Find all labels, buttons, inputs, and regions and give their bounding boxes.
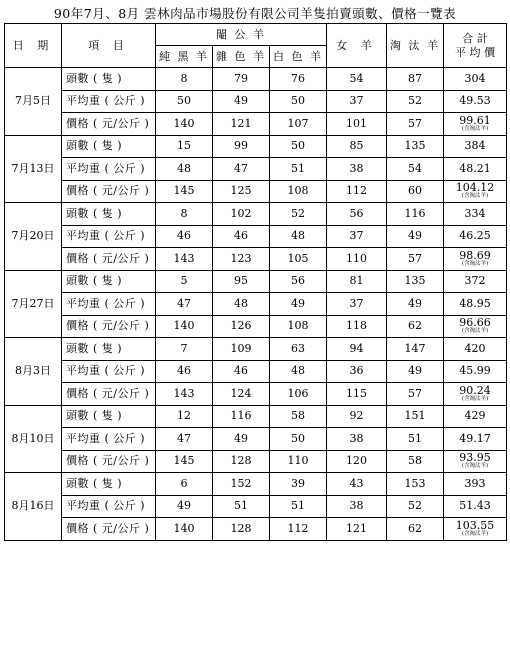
white-cell: 76 (270, 68, 327, 91)
ewe-cell: 118 (327, 315, 387, 338)
white-cell: 56 (270, 270, 327, 293)
table-row (5, 270, 507, 293)
black-cell: 6 (156, 473, 213, 496)
mixed-cell: 124 (213, 383, 270, 406)
black-cell: 47 (156, 293, 213, 316)
total-cell: 393 (444, 473, 507, 496)
black-cell: 5 (156, 270, 213, 293)
culled-cell: 49 (387, 225, 444, 248)
date-cell: 7月20日 (5, 203, 62, 271)
header-item: 項 目 (62, 24, 156, 68)
header-mixed: 雜 色 羊 (213, 46, 270, 68)
table-row (5, 113, 507, 136)
white-cell: 108 (270, 315, 327, 338)
row-label: 平均重 ( 公斤 ) (62, 225, 156, 248)
black-cell: 50 (156, 90, 213, 113)
table-row (5, 248, 507, 271)
row-label: 頭數 ( 隻 ) (62, 405, 156, 428)
avg-price-value: 103.55 (455, 518, 495, 532)
total-cell (444, 383, 507, 406)
white-cell: 63 (270, 338, 327, 361)
avg-price-wrap (444, 520, 506, 538)
mixed-cell: 116 (213, 405, 270, 428)
header-culled: 淘 汰 羊 (387, 24, 444, 68)
ewe-cell: 110 (327, 248, 387, 271)
mixed-cell: 51 (213, 495, 270, 518)
mixed-cell: 126 (213, 315, 270, 338)
total-cell: 48.95 (444, 293, 507, 316)
ewe-cell: 38 (327, 495, 387, 518)
mixed-cell: 48 (213, 293, 270, 316)
black-cell: 8 (156, 203, 213, 226)
culled-cell: 49 (387, 293, 444, 316)
table-row (5, 450, 507, 473)
row-label: 價格 ( 元/公斤 ) (62, 518, 156, 541)
header-total (444, 24, 507, 68)
culled-cell: 116 (387, 203, 444, 226)
row-label: 價格 ( 元/公斤 ) (62, 450, 156, 473)
avg-price-wrap (444, 182, 506, 200)
white-cell: 50 (270, 428, 327, 451)
header-ram-group: 閹 公 羊 (156, 24, 327, 46)
date-cell: 7月27日 (5, 270, 62, 338)
table-row (5, 203, 507, 226)
header-ewe: 女 羊 (327, 24, 387, 68)
row-label: 價格 ( 元/公斤 ) (62, 113, 156, 136)
total-cell: 384 (444, 135, 507, 158)
avg-price-value: 99.61 (459, 113, 491, 127)
culled-cell: 57 (387, 113, 444, 136)
total-cell: 48.21 (444, 158, 507, 181)
price-note: (含淘汰羊) (461, 260, 489, 267)
ewe-cell: 81 (327, 270, 387, 293)
culled-cell: 135 (387, 270, 444, 293)
black-cell: 140 (156, 315, 213, 338)
culled-cell: 153 (387, 473, 444, 496)
row-label: 平均重 ( 公斤 ) (62, 495, 156, 518)
avg-price-wrap (444, 452, 506, 470)
table-row (5, 68, 507, 91)
culled-cell: 52 (387, 495, 444, 518)
white-cell: 110 (270, 450, 327, 473)
table-row (5, 158, 507, 181)
mixed-cell: 79 (213, 68, 270, 91)
culled-cell: 57 (387, 248, 444, 271)
total-cell (444, 113, 507, 136)
row-label: 價格 ( 元/公斤 ) (62, 248, 156, 271)
mixed-cell: 95 (213, 270, 270, 293)
mixed-cell: 152 (213, 473, 270, 496)
total-cell: 49.17 (444, 428, 507, 451)
black-cell: 47 (156, 428, 213, 451)
table-row (5, 518, 507, 541)
row-label: 頭數 ( 隻 ) (62, 203, 156, 226)
header-total-top: 合 計 (462, 31, 488, 45)
price-note: (含淘汰羊) (461, 530, 489, 537)
date-cell: 8月10日 (5, 405, 62, 473)
avg-price-value: 104.12 (455, 181, 495, 195)
white-cell: 48 (270, 360, 327, 383)
culled-cell: 49 (387, 360, 444, 383)
black-cell: 12 (156, 405, 213, 428)
white-cell: 108 (270, 180, 327, 203)
black-cell: 46 (156, 225, 213, 248)
ewe-cell: 85 (327, 135, 387, 158)
total-cell: 49.53 (444, 90, 507, 113)
price-note: (含淘汰羊) (461, 395, 489, 402)
row-label: 平均重 ( 公斤 ) (62, 428, 156, 451)
row-label: 頭數 ( 隻 ) (62, 135, 156, 158)
black-cell: 46 (156, 360, 213, 383)
table-row (5, 428, 507, 451)
culled-cell: 62 (387, 315, 444, 338)
row-label: 頭數 ( 隻 ) (62, 473, 156, 496)
mixed-cell: 46 (213, 360, 270, 383)
culled-cell: 51 (387, 428, 444, 451)
row-label: 價格 ( 元/公斤 ) (62, 383, 156, 406)
table-row (5, 405, 507, 428)
ewe-cell: 37 (327, 293, 387, 316)
avg-price-wrap (444, 115, 506, 133)
row-label: 頭數 ( 隻 ) (62, 68, 156, 91)
row-label: 平均重 ( 公斤 ) (62, 360, 156, 383)
total-cell (444, 180, 507, 203)
avg-price-wrap (444, 250, 506, 268)
total-cell: 304 (444, 68, 507, 91)
price-note: (含淘汰羊) (461, 463, 489, 470)
mixed-cell: 128 (213, 450, 270, 473)
mixed-cell: 128 (213, 518, 270, 541)
total-cell (444, 518, 507, 541)
table-row (5, 135, 507, 158)
price-note: (含淘汰羊) (461, 328, 489, 335)
price-note: (含淘汰羊) (461, 193, 489, 200)
white-cell: 51 (270, 495, 327, 518)
row-label: 頭數 ( 隻 ) (62, 338, 156, 361)
avg-price-value: 93.95 (459, 451, 491, 465)
mixed-cell: 49 (213, 90, 270, 113)
white-cell: 112 (270, 518, 327, 541)
avg-price-wrap (444, 317, 506, 335)
black-cell: 140 (156, 113, 213, 136)
ewe-cell: 37 (327, 225, 387, 248)
row-label: 頭數 ( 隻 ) (62, 270, 156, 293)
culled-cell: 54 (387, 158, 444, 181)
ewe-cell: 38 (327, 158, 387, 181)
black-cell: 15 (156, 135, 213, 158)
auction-table (4, 23, 507, 541)
table-row (5, 225, 507, 248)
total-cell: 372 (444, 270, 507, 293)
avg-price-value: 96.66 (459, 316, 491, 330)
table-row (5, 293, 507, 316)
total-cell (444, 248, 507, 271)
black-cell: 8 (156, 68, 213, 91)
date-cell: 8月16日 (5, 473, 62, 541)
ewe-cell: 92 (327, 405, 387, 428)
date-cell: 7月13日 (5, 135, 62, 203)
white-cell: 48 (270, 225, 327, 248)
ewe-cell: 121 (327, 518, 387, 541)
date-cell: 7月5日 (5, 68, 62, 136)
black-cell: 143 (156, 383, 213, 406)
culled-cell: 151 (387, 405, 444, 428)
black-cell: 143 (156, 248, 213, 271)
culled-cell: 57 (387, 383, 444, 406)
total-cell (444, 315, 507, 338)
black-cell: 7 (156, 338, 213, 361)
ewe-cell: 38 (327, 428, 387, 451)
culled-cell: 135 (387, 135, 444, 158)
row-label: 價格 ( 元/公斤 ) (62, 315, 156, 338)
black-cell: 145 (156, 180, 213, 203)
mixed-cell: 121 (213, 113, 270, 136)
ewe-cell: 56 (327, 203, 387, 226)
table-row (5, 180, 507, 203)
white-cell: 50 (270, 90, 327, 113)
total-cell: 45.99 (444, 360, 507, 383)
mixed-cell: 109 (213, 338, 270, 361)
avg-price-value: 98.69 (459, 248, 491, 262)
table-row (5, 90, 507, 113)
culled-cell: 87 (387, 68, 444, 91)
ewe-cell: 101 (327, 113, 387, 136)
row-label: 平均重 ( 公斤 ) (62, 90, 156, 113)
ewe-cell: 115 (327, 383, 387, 406)
header-row-top (5, 24, 507, 46)
white-cell: 51 (270, 158, 327, 181)
ewe-cell: 43 (327, 473, 387, 496)
table-row (5, 360, 507, 383)
white-cell: 50 (270, 135, 327, 158)
white-cell: 52 (270, 203, 327, 226)
table-row (5, 495, 507, 518)
avg-price-value: 90.24 (459, 383, 491, 397)
header-black: 純 黑 羊 (156, 46, 213, 68)
total-cell: 334 (444, 203, 507, 226)
table-body (5, 68, 507, 541)
ewe-cell: 54 (327, 68, 387, 91)
ewe-cell: 120 (327, 450, 387, 473)
total-cell: 51.43 (444, 495, 507, 518)
header-total-bottom: 平 均 價 (455, 45, 495, 59)
black-cell: 140 (156, 518, 213, 541)
row-label: 價格 ( 元/公斤 ) (62, 180, 156, 203)
table-row (5, 473, 507, 496)
white-cell: 107 (270, 113, 327, 136)
mixed-cell: 47 (213, 158, 270, 181)
row-label: 平均重 ( 公斤 ) (62, 293, 156, 316)
culled-cell: 58 (387, 450, 444, 473)
page-title: 90年7月、8月 雲林肉品市場股份有限公司羊隻拍賣頭數、價格一覽表 (53, 6, 457, 21)
white-cell: 105 (270, 248, 327, 271)
mixed-cell: 46 (213, 225, 270, 248)
mixed-cell: 125 (213, 180, 270, 203)
ewe-cell: 94 (327, 338, 387, 361)
mixed-cell: 99 (213, 135, 270, 158)
white-cell: 49 (270, 293, 327, 316)
ewe-cell: 37 (327, 90, 387, 113)
table-row (5, 338, 507, 361)
total-cell: 420 (444, 338, 507, 361)
black-cell: 145 (156, 450, 213, 473)
white-cell: 39 (270, 473, 327, 496)
black-cell: 49 (156, 495, 213, 518)
ewe-cell: 112 (327, 180, 387, 203)
table-row (5, 315, 507, 338)
culled-cell: 62 (387, 518, 444, 541)
white-cell: 106 (270, 383, 327, 406)
row-label: 平均重 ( 公斤 ) (62, 158, 156, 181)
total-cell: 429 (444, 405, 507, 428)
header-date: 日 期 (5, 24, 62, 68)
total-cell (444, 450, 507, 473)
header-white: 白 色 羊 (270, 46, 327, 68)
price-note: (含淘汰羊) (461, 125, 489, 132)
avg-price-wrap (444, 385, 506, 403)
table-row (5, 383, 507, 406)
black-cell: 48 (156, 158, 213, 181)
culled-cell: 147 (387, 338, 444, 361)
mixed-cell: 123 (213, 248, 270, 271)
mixed-cell: 102 (213, 203, 270, 226)
culled-cell: 60 (387, 180, 444, 203)
total-cell: 46.25 (444, 225, 507, 248)
white-cell: 58 (270, 405, 327, 428)
culled-cell: 52 (387, 90, 444, 113)
mixed-cell: 49 (213, 428, 270, 451)
ewe-cell: 36 (327, 360, 387, 383)
date-cell: 8月3日 (5, 338, 62, 406)
